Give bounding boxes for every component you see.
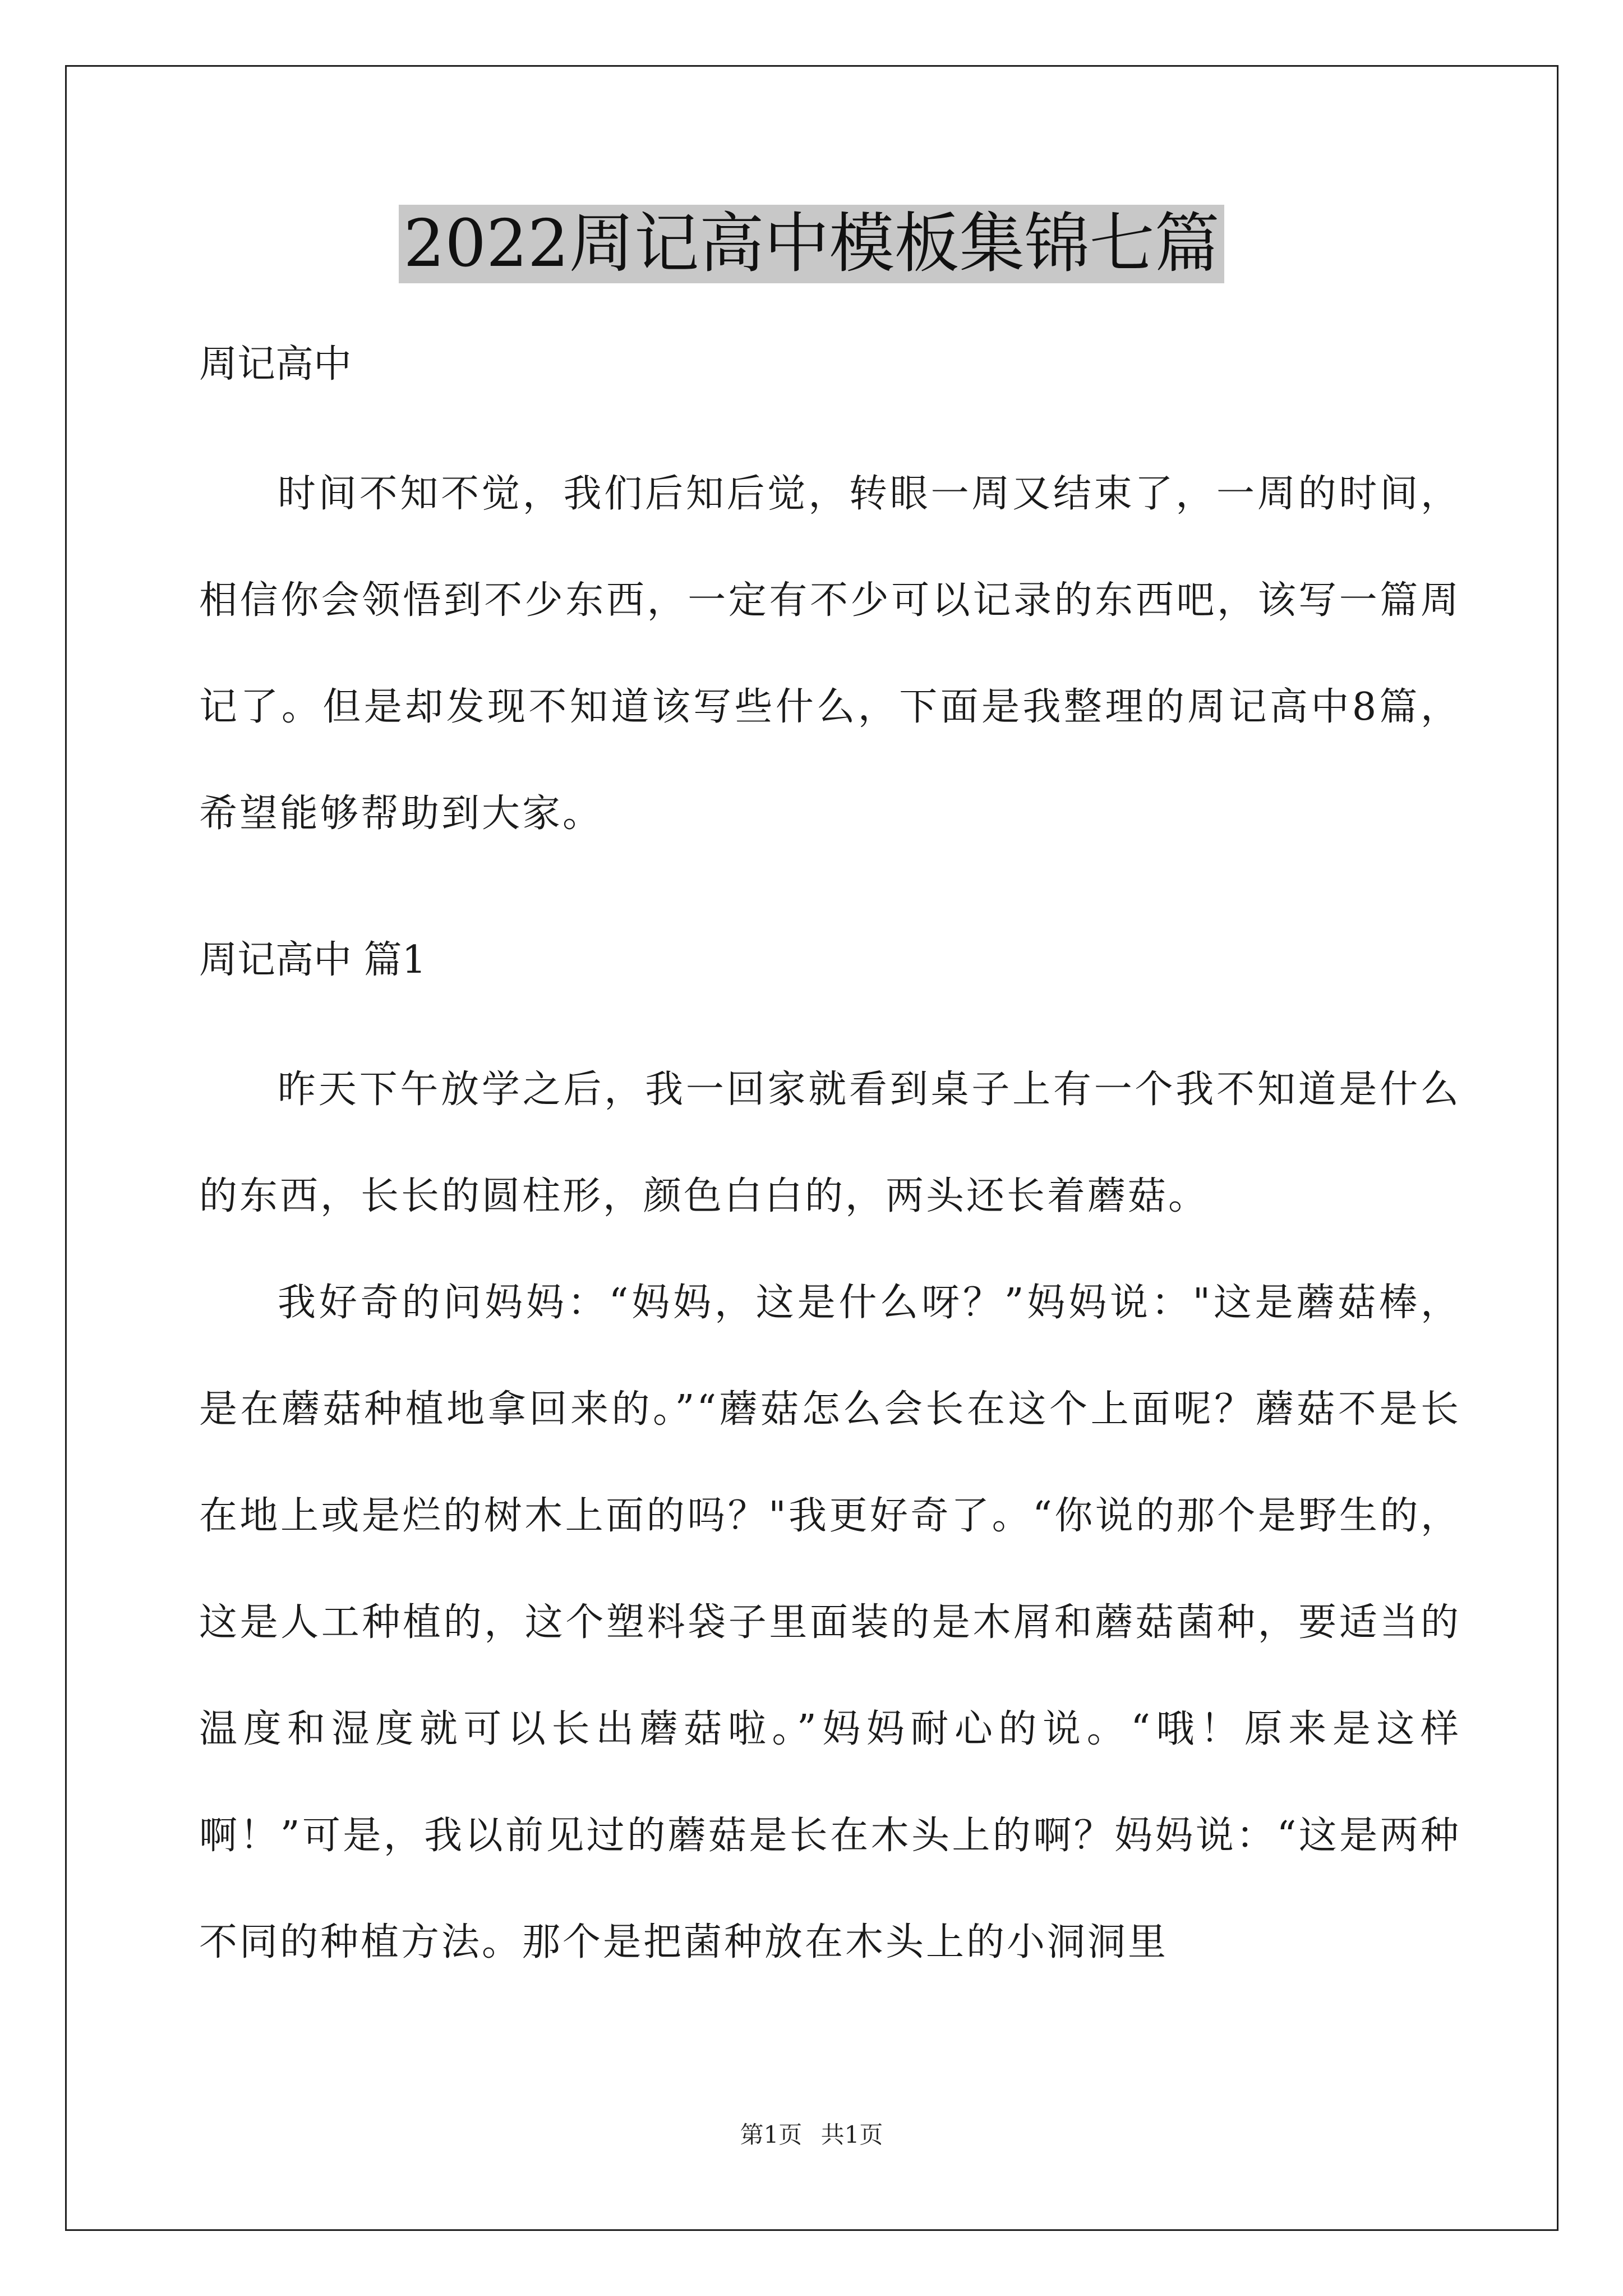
body-paragraph: 昨天下午放学之后，我一回家就看到桌子上有一个我不知道是什么的东西，长长的圆柱形，颜色白白的，两头还长着蘑菇。: [199, 1068, 1461, 1218]
document-body: [199, 337, 1461, 1996]
page-number: 第1页: [740, 2121, 803, 2148]
section-heading: 周记高中: [199, 342, 352, 386]
spacer: [199, 393, 1461, 441]
body-paragraph: 时间不知不觉，我们后知后觉，转眼一周又结束了，一周的时间，相信你会领悟到不少东西，一定有不少可以记录的东西吧，该写一篇周记了。但是却发现不知道该写些什么，下面是我整理的周记高中8篇，希望能够帮助到大家。: [199, 472, 1461, 836]
body-paragraph: 我好奇的问妈妈：“妈妈，这是什么呀？”妈妈说："这是蘑菇棒，是在蘑菇种植地拿回来的。”“蘑菇怎么会长在这个上面呢？蘑菇不是长在地上或是烂的树木上面的吗？"我更好奇了。“你说的那个是野生的，这是人工种植的，这个塑料袋子里面装的是木屑和蘑菇菌种，要适当的温度和湿度就可以长出蘑菇啦。”妈妈耐心的说。“哦！原来是这样啊！”可是，我以前见过的蘑菇是长在木头上的啊？妈妈说：“这是两种不同的种植方法。那个是把菌种放在木头上的小洞洞里: [199, 1281, 1461, 1964]
page-footer: [0, 2118, 1623, 2152]
spacer: [199, 867, 1461, 932]
title-container: [0, 205, 1623, 283]
document-title: 2022周记高中模板集锦七篇: [399, 205, 1224, 283]
spacer: [199, 988, 1461, 1037]
section-heading: 周记高中 篇1: [199, 938, 426, 982]
page-total: 共1页: [820, 2121, 883, 2148]
